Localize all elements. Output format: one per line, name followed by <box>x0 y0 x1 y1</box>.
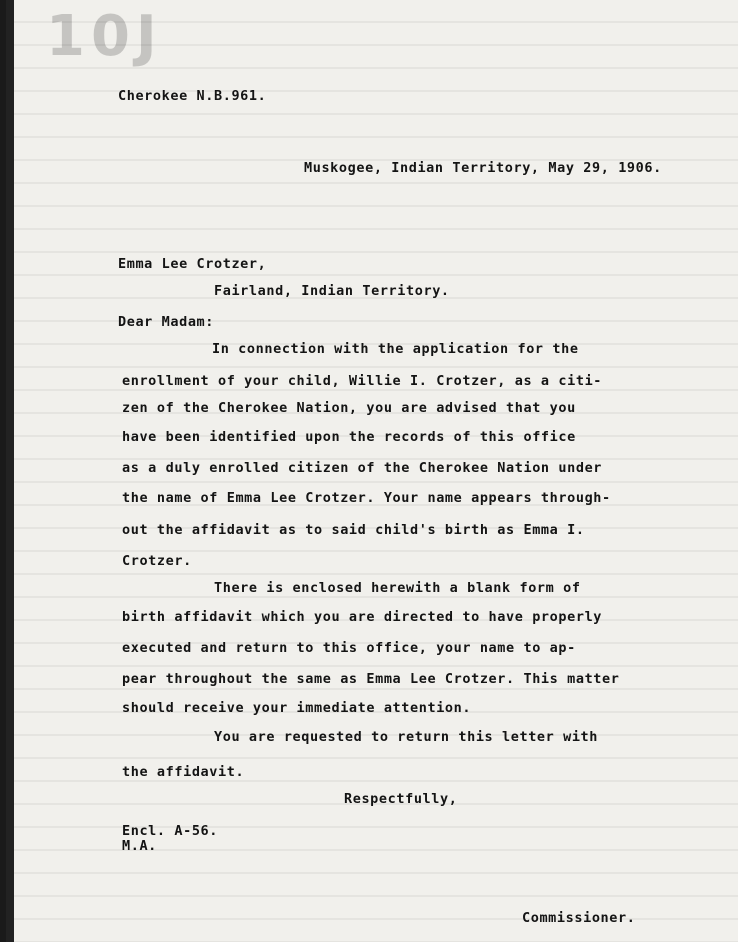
salutation: Dear Madam: <box>118 314 215 330</box>
body-line: executed and return to this office, your name to ap- <box>122 640 576 656</box>
addressee-location: Fairland, Indian Territory. <box>214 283 450 299</box>
body-line: zen of the Cherokee Nation, you are advised that you <box>122 400 576 416</box>
body-line: enrollment of your child, Willie I. Crotzer, as a citi- <box>122 373 603 389</box>
body-line: birth affidavit which you are directed to have properly <box>122 609 603 625</box>
file-reference: Cherokee N.B.961. <box>118 88 267 104</box>
closing: Respectfully, <box>344 791 458 807</box>
initials: M.A. <box>122 838 157 854</box>
body-line: out the affidavit as to said child's birth as Emma I. <box>122 522 585 538</box>
body-line: In connection with the application for the <box>212 341 579 357</box>
body-line: as a duly enrolled citizen of the Cherokee Nation under <box>122 460 603 476</box>
page-edge <box>6 0 14 942</box>
body-line: There is enclosed herewith a blank form of <box>214 580 581 596</box>
letter-page <box>6 0 738 942</box>
body-line: pear throughout the same as Emma Lee Crotzer. This matter <box>122 671 620 687</box>
body-line: the name of Emma Lee Crotzer. Your name appears through- <box>122 490 611 506</box>
body-line: should receive your immediate attention. <box>122 700 472 716</box>
enclosure-note: Encl. A-56. <box>122 823 219 839</box>
body-line: You are requested to return this letter with <box>214 729 599 745</box>
signature-title: Commissioner. <box>522 910 636 926</box>
addressee-name: Emma Lee Crotzer, <box>118 256 267 272</box>
body-line: have been identified upon the records of this office <box>122 429 576 445</box>
body-line: the affidavit. <box>122 764 245 780</box>
body-line: Crotzer. <box>122 553 192 569</box>
place-date: Muskogee, Indian Territory, May 29, 1906. <box>304 160 662 176</box>
file-stamp: 10J <box>46 4 163 69</box>
